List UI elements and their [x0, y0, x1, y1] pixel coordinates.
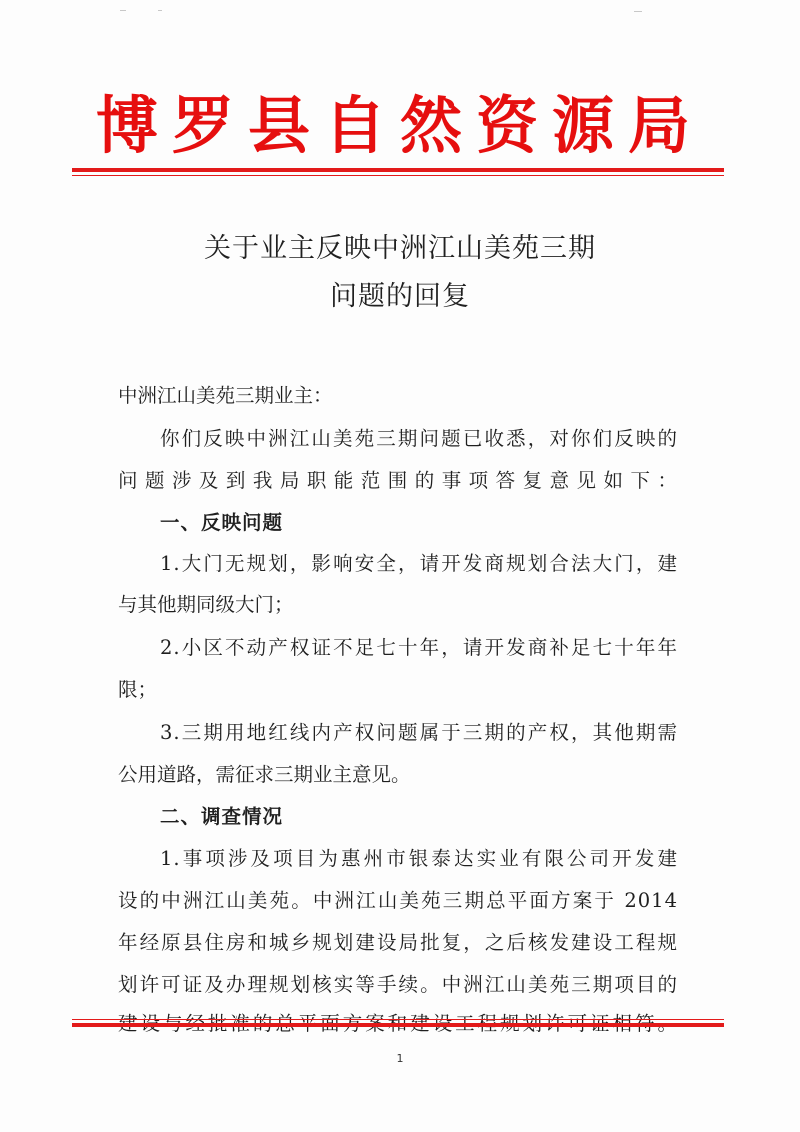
section-1-item-2-line-1: 2.小区不动产权证不足七十年，请开发商补足七十年年 [160, 636, 678, 659]
document-title-line-2: 问题的回复 [330, 281, 470, 312]
salutation: 中洲江山美苑三期业主： [118, 384, 333, 407]
section-2-paragraph-line-3: 年经原县住房和城乡规划建设局批复，之后核发建设工程规 [118, 931, 678, 954]
section-2-heading: 二、调查情况 [160, 805, 284, 828]
letterhead-rule-thick [72, 168, 724, 172]
intro-line-1: 你们反映中洲江山美苑三期问题已收悉，对你们反映的 [160, 427, 678, 450]
section-1-item-3-line-1: 3.三期用地红线内产权问题属于三期的产权，其他期需 [160, 721, 678, 744]
section-2-paragraph-line-2: 设的中洲江山美苑。中洲江山美苑三期总平面方案于 2014 [118, 889, 678, 912]
scan-mark [634, 11, 642, 12]
section-1-item-3-line-2: 公用道路，需征求三期业主意见。 [118, 763, 411, 786]
footer-rule-thick [72, 1023, 724, 1027]
intro-line-2: 问题涉及到我局职能范围的事项答复意见如下： [118, 469, 678, 492]
section-1-heading: 一、反映问题 [160, 511, 284, 534]
page-number: 1 [396, 1052, 404, 1065]
document-title-line-1: 关于业主反映中洲江山美苑三期 [204, 233, 596, 264]
section-1-item-1-line-2: 与其他期同级大门； [118, 593, 294, 616]
footer-rule-thin [72, 1019, 724, 1020]
section-2-paragraph-line-1: 1.事项涉及项目为惠州市银泰达实业有限公司开发建 [160, 847, 678, 870]
section-1-item-1-line-1: 1.大门无规划，影响安全，请开发商规划合法大门，建 [160, 552, 678, 575]
scan-mark [158, 10, 162, 11]
section-2-paragraph-line-4: 划许可证及办理规划核实等手续。中洲江山美苑三期项目的 [118, 973, 678, 996]
letterhead-organization: 博罗县自然资源局 [95, 89, 704, 162]
scan-mark [120, 10, 126, 11]
letterhead-rule-thin [72, 175, 724, 176]
section-1-item-2-line-2: 限； [118, 678, 158, 701]
